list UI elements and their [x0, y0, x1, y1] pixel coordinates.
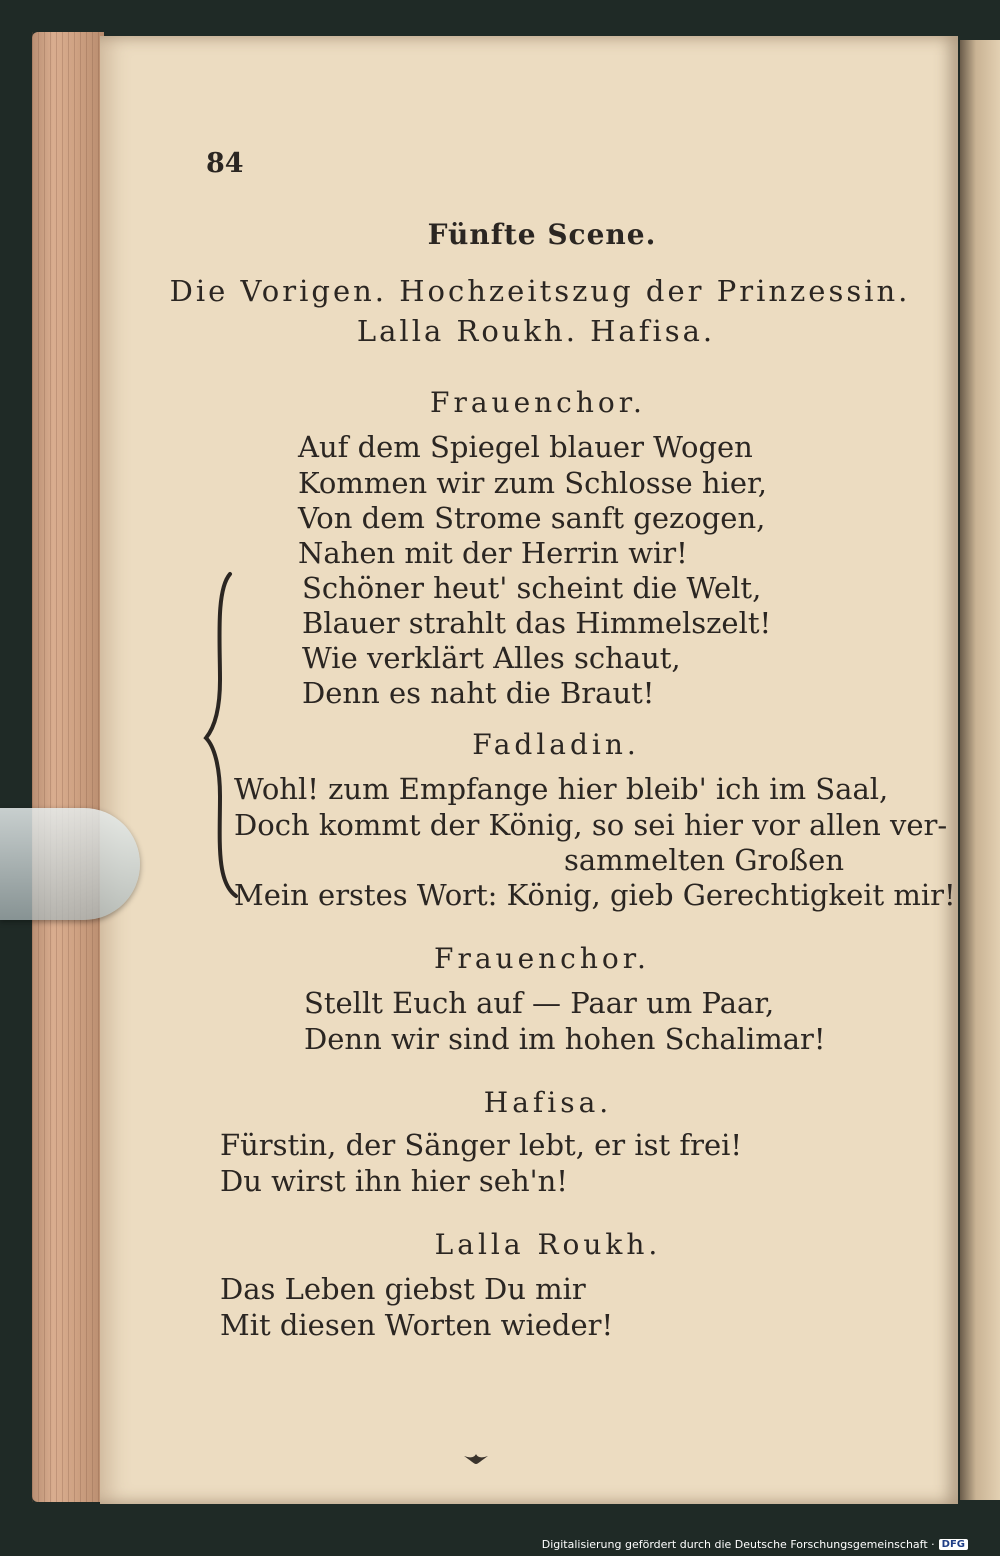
verse-line: Mit diesen Worten wieder!: [220, 1308, 614, 1342]
speaker-label: Hafisa.: [483, 1086, 613, 1119]
ornament-icon: [462, 1452, 490, 1466]
scene-heading: Fünfte Scene.: [427, 218, 657, 251]
verse-line: Nahen mit der Herrin wir!: [298, 536, 688, 570]
verse-line: Denn es naht die Braut!: [302, 676, 655, 710]
speaker-label: Frauenchor.: [430, 386, 646, 419]
page-tab-marker: [0, 808, 140, 920]
verse-line: Schöner heut' scheint die Welt,: [302, 571, 762, 605]
verse-line: Wie verklärt Alles schaut,: [302, 641, 681, 675]
verse-line: sammelten Großen: [564, 843, 845, 877]
verse-line: Blauer strahlt das Himmelszelt!: [302, 606, 772, 640]
book-page-edges: [32, 32, 104, 1502]
footer-text: Digitalisierung gefördert durch die Deutsche Forschungsgemeinschaft ·: [541, 1537, 935, 1551]
digitization-footer: [542, 1536, 968, 1552]
verse-line: Du wirst ihn hier seh'n!: [220, 1164, 568, 1198]
verse-line: Kommen wir zum Schlosse hier,: [298, 466, 767, 500]
verse-line: Fürstin, der Sänger lebt, er ist frei!: [220, 1128, 743, 1162]
verse-line: Denn wir sind im hohen Schalimar!: [304, 1022, 826, 1056]
speaker-label: Frauenchor.: [434, 942, 650, 975]
verse-line: Von dem Strome sanft gezogen,: [298, 501, 766, 535]
verse-line: Wohl! zum Empfange hier bleib' ich im Saal,: [234, 772, 889, 806]
verse-line: Mein erstes Wort: König, gieb Gerechtigkeit mir!: [234, 878, 956, 912]
stage-direction-line-1: Die Vorigen. Hochzeitszug der Prinzessin.: [169, 274, 911, 308]
verse-line: Auf dem Spiegel blauer Wogen: [298, 430, 753, 464]
curly-brace-icon: [200, 570, 240, 900]
next-page-edge: [960, 40, 1000, 1500]
speaker-label: Fadladin.: [472, 728, 640, 761]
dfg-logo: DFG: [939, 1539, 968, 1550]
verse-line: Das Leben giebst Du mir: [220, 1272, 586, 1306]
verse-line: Doch kommt der König, so sei hier vor allen ver-: [234, 808, 948, 842]
speaker-label: Lalla Roukh.: [434, 1228, 662, 1261]
verse-line: Stellt Euch auf — Paar um Paar,: [304, 986, 775, 1020]
stage-direction-line-2: Lalla Roukh. Hafisa.: [356, 314, 716, 348]
page-number: 84: [206, 148, 244, 179]
